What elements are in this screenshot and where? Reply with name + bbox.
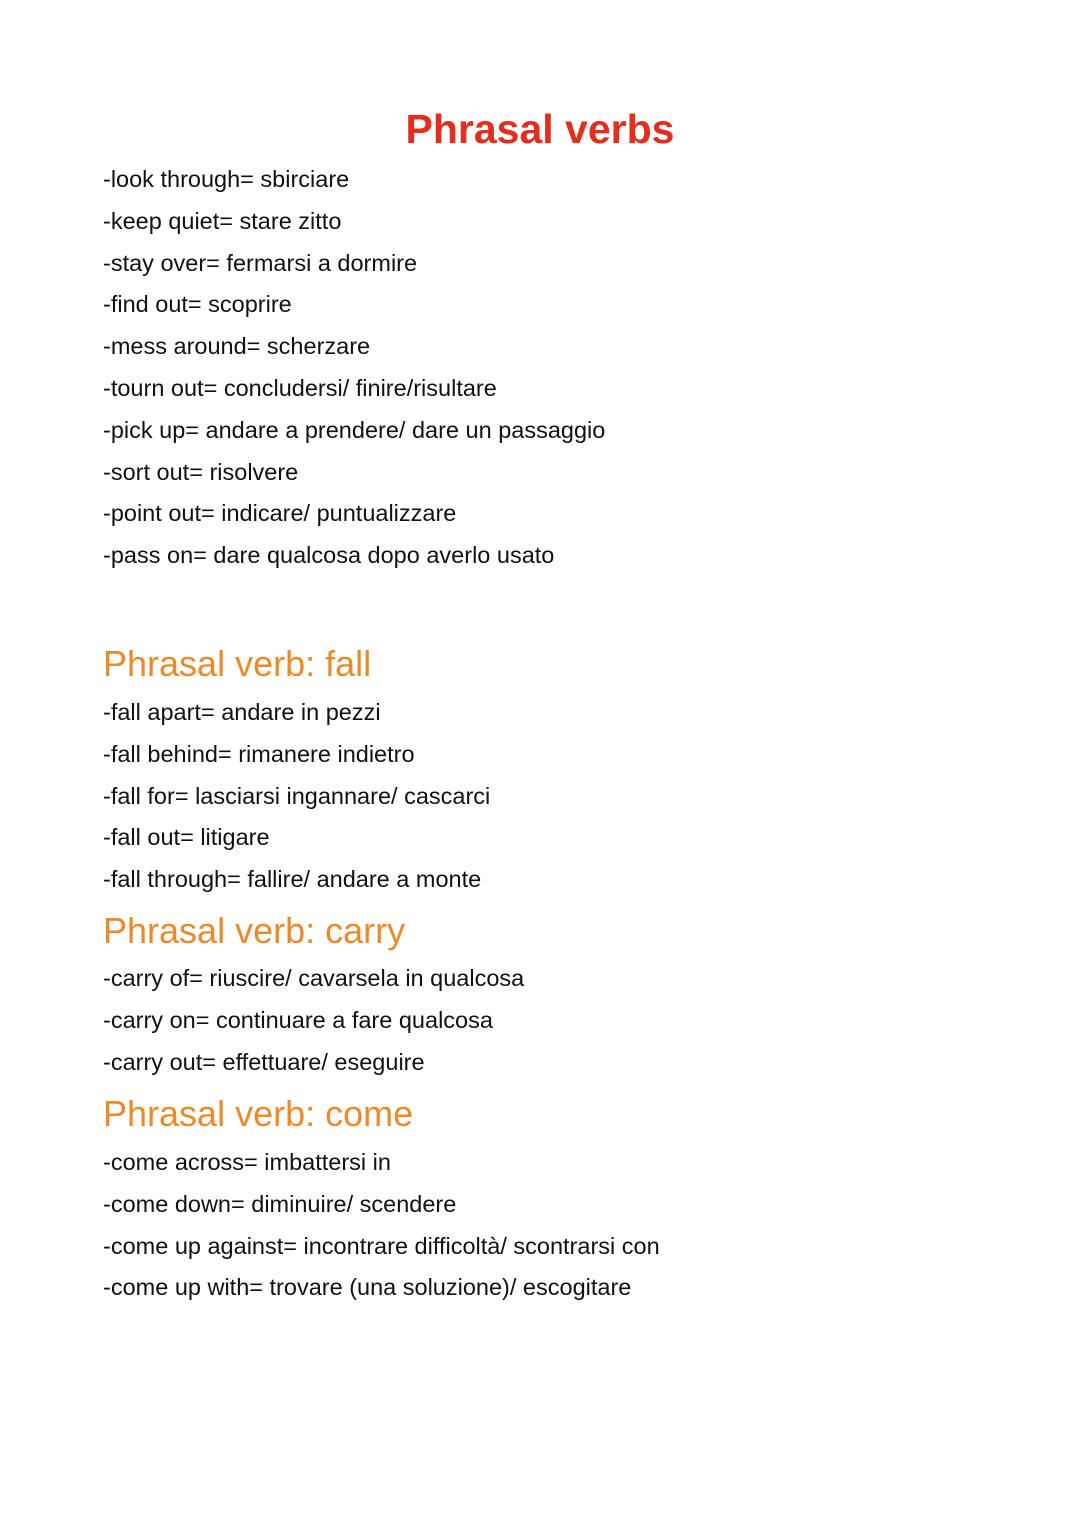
list-item: -come across= imbattersi in	[103, 1149, 391, 1175]
come-verbs-list	[103, 1142, 660, 1309]
list-item: -pick up= andare a prendere/ dare un passaggio	[103, 416, 606, 443]
fall-verbs-list	[103, 692, 490, 901]
list-item: -tourn out= concludersi/ finire/risultare	[103, 374, 497, 401]
list-item: -carry out= effettuare/ eseguire	[103, 1048, 425, 1075]
list-item: -fall through= fallire/ andare a monte	[103, 866, 482, 893]
list-item: -look through= sbirciare	[103, 166, 350, 192]
phrasal-verbs-list	[103, 159, 605, 577]
page-title: Phrasal verbs	[405, 106, 675, 152]
list-item: -fall apart= andare in pezzi	[103, 699, 381, 725]
list-item: -keep quiet= stare zitto	[103, 207, 342, 234]
carry-verbs-list	[103, 958, 524, 1083]
list-item: -come up against= incontrare difficoltà/ scontrarsi con	[103, 1232, 660, 1259]
list-item: -mess around= scherzare	[103, 333, 371, 360]
list-item: -find out= scoprire	[103, 291, 292, 318]
section-heading-come: Phrasal verb: come	[103, 1093, 414, 1134]
list-item: -fall out= litigare	[103, 824, 270, 851]
list-item: -stay over= fermarsi a dormire	[103, 249, 418, 276]
list-item: -pass on= dare qualcosa dopo averlo usato	[103, 542, 555, 569]
section-heading-fall: Phrasal verb: fall	[103, 643, 372, 684]
list-item: -fall behind= rimanere indietro	[103, 740, 415, 767]
list-item: -come down= diminuire/ scendere	[103, 1190, 457, 1217]
list-item: -sort out= risolvere	[103, 458, 299, 485]
list-item: -fall for= lasciarsi ingannare/ cascarci	[103, 782, 491, 809]
list-item: -carry on= continuare a fare qualcosa	[103, 1006, 493, 1033]
section-heading-carry: Phrasal verb: carry	[103, 910, 406, 951]
list-item: -carry of= riuscire/ cavarsela in qualcosa	[103, 965, 525, 991]
list-item: -point out= indicare/ puntualizzare	[103, 500, 457, 527]
list-item: -come up with= trovare (una soluzione)/ escogitare	[103, 1274, 632, 1301]
